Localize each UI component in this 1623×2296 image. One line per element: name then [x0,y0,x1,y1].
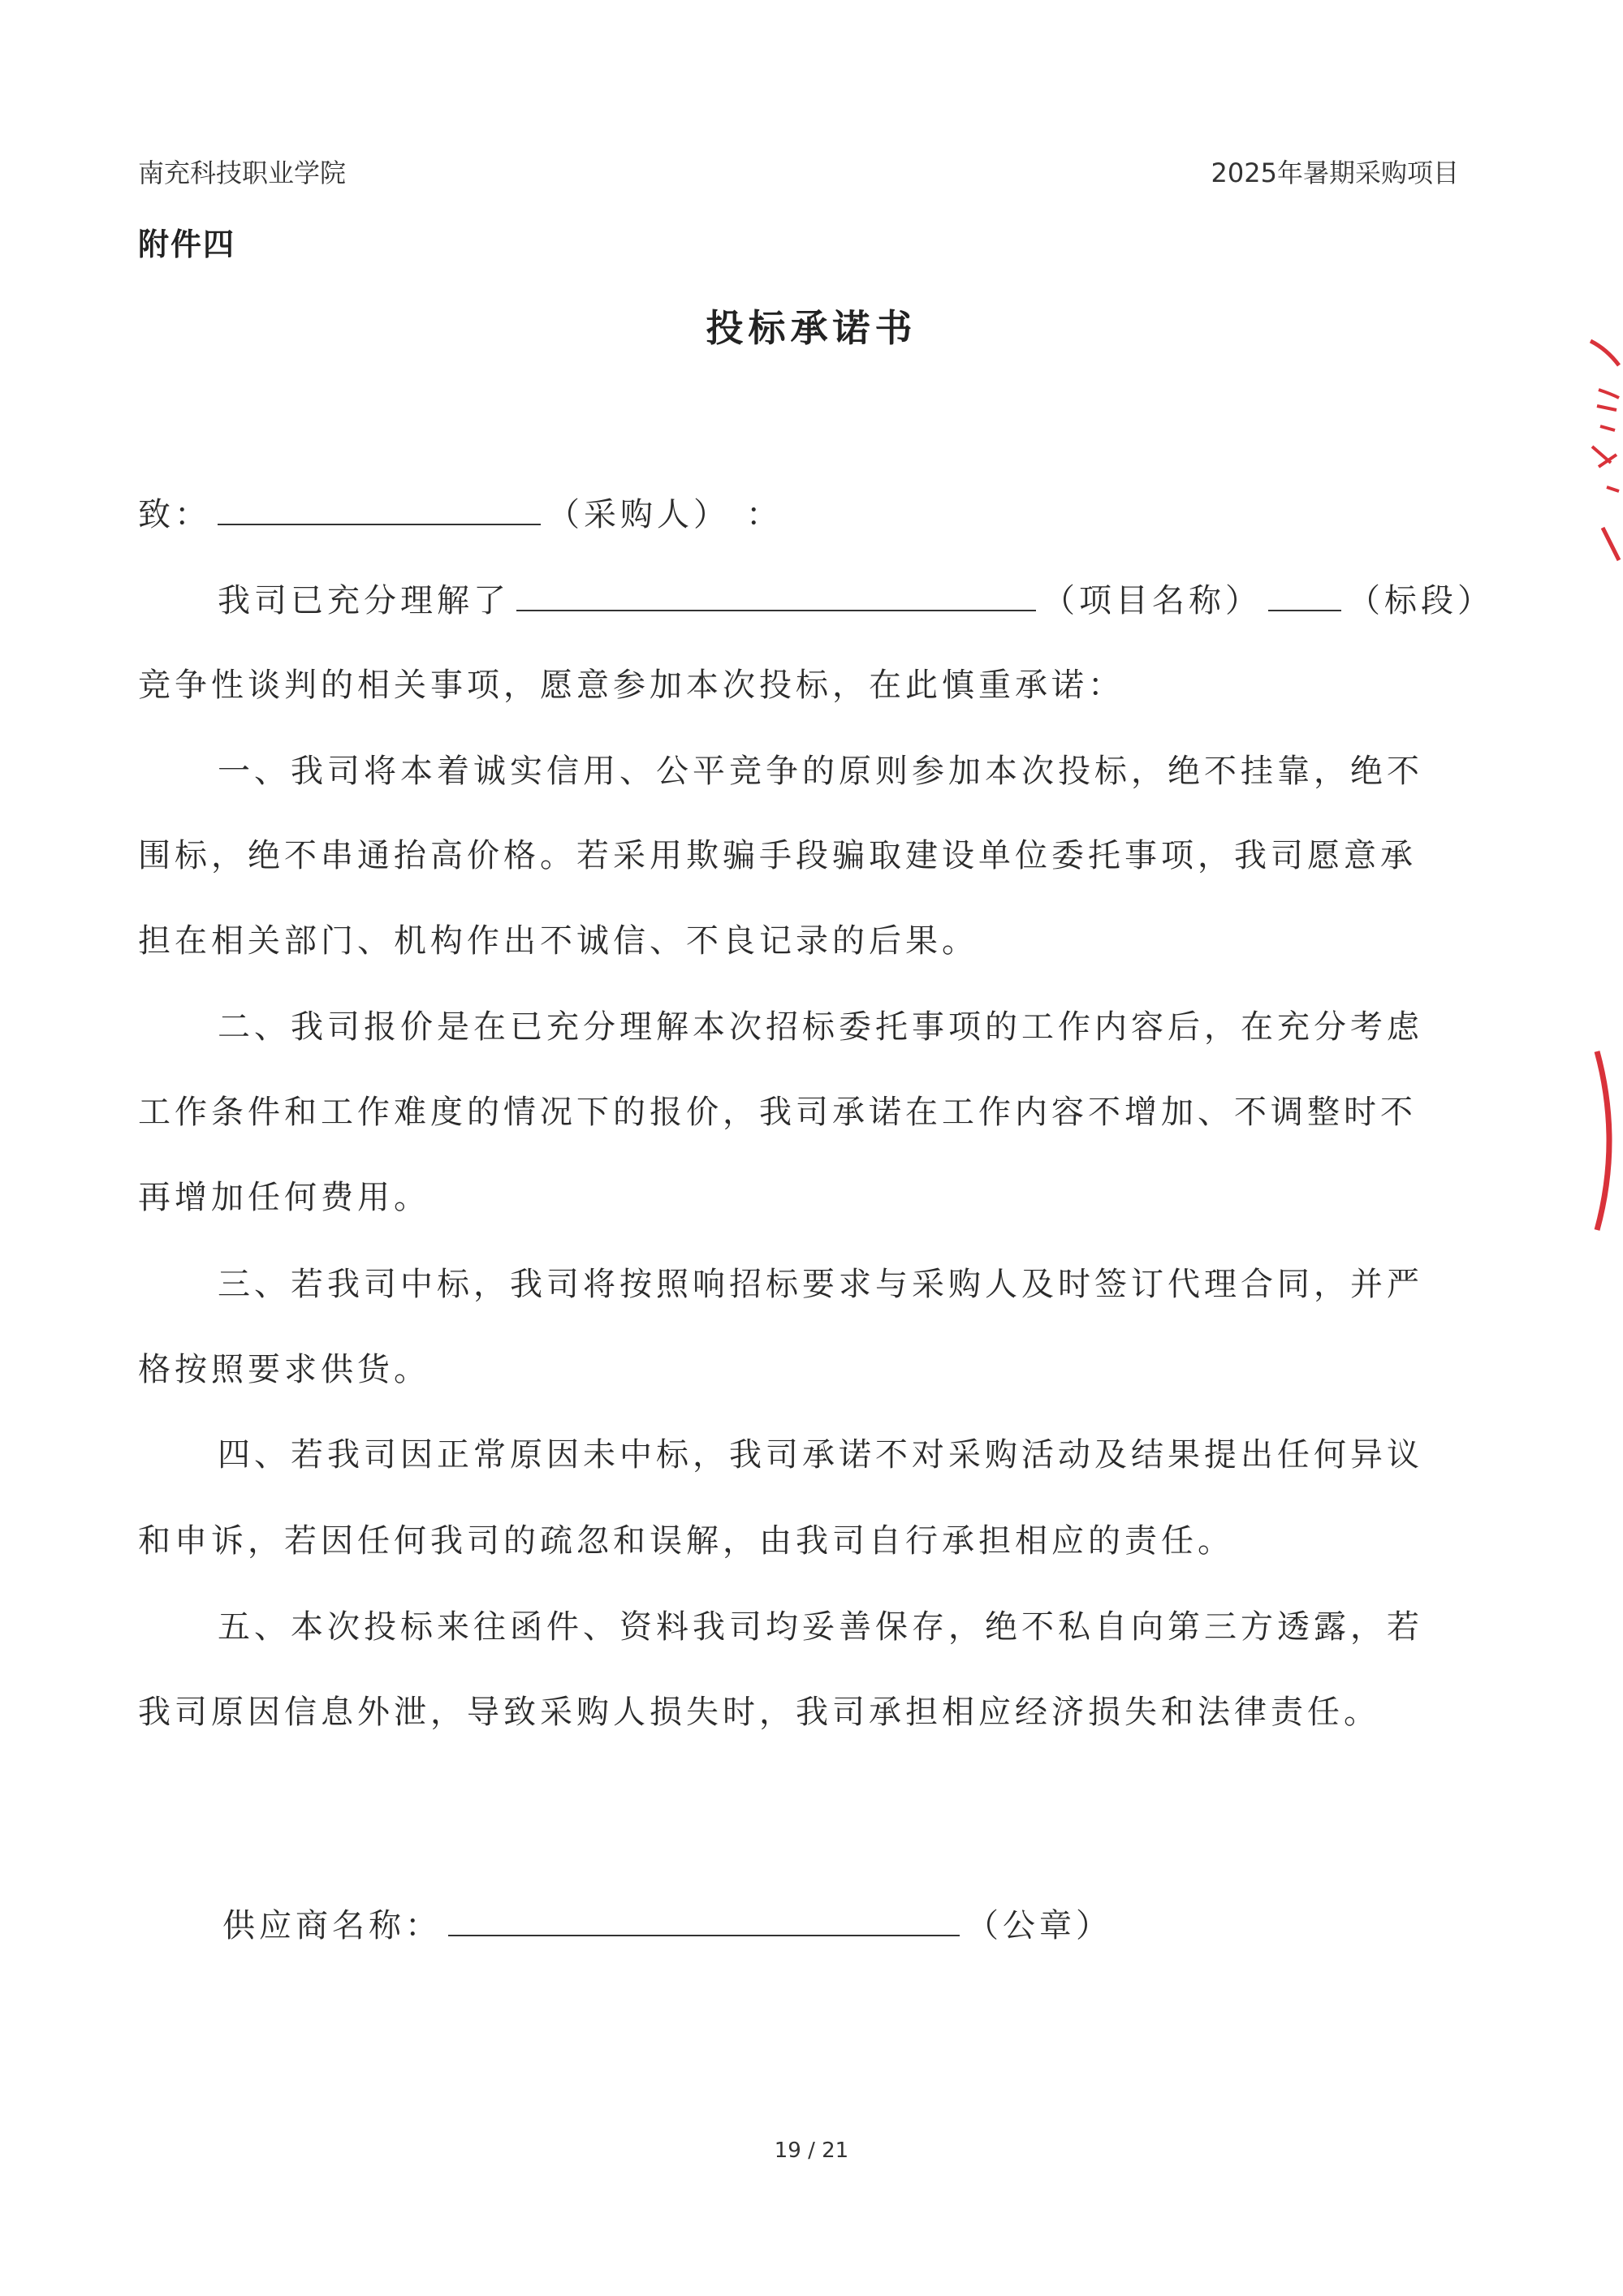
clause-1-line-1: 一、我司将本着诚实信用、公平竞争的原则参加本次投标，绝不挂靠，绝不 [218,753,1423,790]
clause-2-line-2: 工作条件和工作难度的情况下的报价，我司承诺在工作内容不增加、不调整时不 [138,1094,1417,1131]
intro-line-2: 竞争性谈判的相关事项，愿意参加本次投标，在此慎重承诺： [138,667,1124,704]
intro-part2: （项目名称） [1042,582,1262,619]
lot-blank [1268,582,1341,611]
seal-label: （公章） [966,1907,1112,1944]
clause-2-line-1: 二、我司报价是在已充分理解本次招标委托事项的工作内容后，在充分考虑 [218,1008,1423,1046]
attachment-label: 附件四 [138,227,236,262]
clause-2-line-3: 再增加任何费用。 [138,1179,430,1216]
clause-4-line-1: 四、若我司因正常原因未中标，我司承诺不对采购活动及结果提出任何异议 [218,1436,1423,1474]
clause-5-line-1: 五、本次投标来往函件、资料我司均妥善保存，绝不私自向第三方透露，若 [218,1608,1423,1646]
supplier-name-label: 供应商名称： [222,1907,442,1944]
document-title: 投标承诺书 [706,306,917,350]
clause-3-line-1: 三、若我司中标，我司将按照响招标要求与采购人及时签订代理合同，并严 [218,1266,1423,1303]
clause-1-line-3: 担在相关部门、机构作出不诚信、不良记录的后果。 [138,922,978,960]
intro-line-1 [218,575,1494,621]
supplier-name-blank [448,1907,960,1936]
project-name-blank [516,582,1036,611]
signature-line [222,1900,1112,1946]
clause-5-line-2: 我司原因信息外泄，导致采购人损失时，我司承担相应经济损失和法律责任。 [138,1694,1380,1731]
clause-3-line-2: 格按照要求供货。 [138,1351,430,1388]
intro-part1: 我司已充分理解了 [218,582,510,619]
salutation-suffix: （采购人） [547,496,714,533]
clause-1-line-2: 围标，绝不串通抬高价格。若采用欺骗手段骗取建设单位委托事项，我司愿意承 [138,837,1417,874]
salutation-line [138,489,783,535]
salutation-colon: ： [746,496,783,533]
salutation-prefix: 致： [138,496,211,533]
header-institution: 南充科技职业学院 [138,158,347,188]
page-number: 19 / 21 [774,2138,849,2163]
seal-stamp-fragment-top [1574,325,1623,585]
clause-4-line-2: 和申诉，若因任何我司的疏忽和误解，由我司自行承担相应的责任。 [138,1522,1234,1560]
purchaser-blank [218,496,541,525]
header-project: 2025年暑期采购项目 [1211,158,1459,188]
intro-part3: （标段） [1348,582,1494,619]
seal-stamp-fragment-mid [1591,1043,1623,1238]
